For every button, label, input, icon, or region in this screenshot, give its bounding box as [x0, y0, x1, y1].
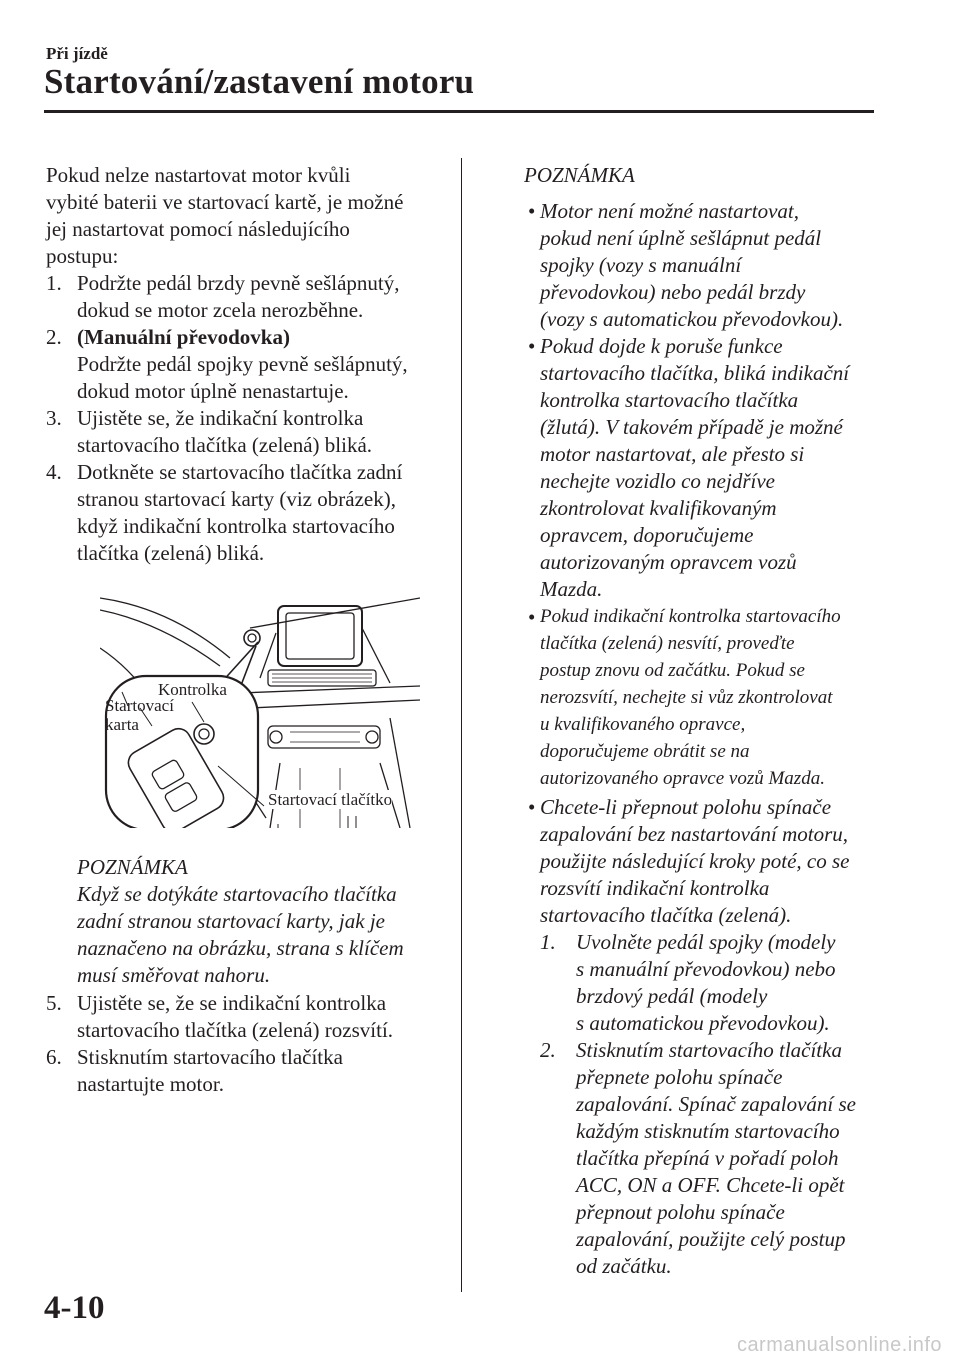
step-line: když indikační kontrolka startovacího	[77, 514, 395, 538]
note-line: Pokud dojde k poruše funkce	[540, 334, 783, 358]
note-line: (žlutá). V takovém případě je možné	[540, 415, 843, 439]
step-number: 1.	[46, 271, 62, 295]
page-title: Startování/zastavení motoru	[44, 62, 475, 101]
note-line: Chcete-li přepnout polohu spínače	[540, 795, 832, 819]
step-line: startovacího tlačítka (zelená) rozsvítí.	[77, 1018, 394, 1042]
note-line: (vozy s automatickou převodovkou).	[540, 307, 844, 331]
indicator-label: Kontrolka	[158, 680, 227, 699]
step-line: stranou startovací karty (viz obrázek),	[77, 487, 396, 511]
note-line: převodovkou) nebo pedál brzdy	[540, 280, 806, 304]
note-line: Když se dotýkáte startovacího tlačítka	[77, 882, 397, 906]
step-heading: (Manuální převodovka)	[77, 325, 290, 349]
step-line: Podržte pedál brzdy pevně sešlápnutý,	[77, 271, 400, 295]
note-line: startovacího tlačítka, bliká indikační	[540, 361, 850, 385]
bullet: •	[528, 199, 536, 223]
note-line: doporučujeme obrátit se na	[540, 741, 750, 762]
substep-line: přepnout polohu spínače	[576, 1200, 785, 1224]
button-label: Startovací tlačítko	[268, 790, 393, 809]
note-line: u kvalifikovaného opravce,	[540, 714, 746, 735]
step-number: 4.	[46, 460, 62, 484]
note-heading: POZNÁMKA	[77, 855, 188, 879]
note-line: zkontrolovat kvalifikovaným	[540, 496, 777, 520]
step-number: 3.	[46, 406, 62, 430]
step-number: 2.	[46, 325, 62, 349]
note-line: nechejte vozidlo co nejdříve	[540, 469, 775, 493]
intro-line: postupu:	[46, 244, 119, 268]
step-line: dokud se motor zcela nerozběhne.	[77, 298, 364, 322]
step-line: dokud motor úplně nenastartuje.	[77, 379, 349, 403]
step-line: startovacího tlačítka (zelená) bliká.	[77, 433, 373, 457]
note-heading: POZNÁMKA	[524, 163, 635, 187]
step-line: tlačítka (zelená) bliká.	[77, 541, 265, 565]
page-number: 4-10	[44, 1290, 105, 1326]
substep-line: každým stisknutím startovacího	[576, 1119, 840, 1143]
step-line: Ujistěte se, že se indikační kontrolka	[77, 991, 387, 1015]
note-line: tlačítka (zelená) nesvítí, proveďte	[540, 633, 795, 654]
step-line: Ujistěte se, že indikační kontrolka	[77, 406, 364, 430]
substep-line: s automatickou převodovkou).	[576, 1011, 830, 1035]
note-line: použijte následující kroky poté, co se	[540, 849, 850, 873]
note-line: opravcem, doporučujeme	[540, 523, 754, 547]
bullet: •	[528, 795, 536, 819]
note-line: Pokud indikační kontrolka startovacího	[540, 606, 841, 627]
note-line: postup znovu od začátku. Pokud se	[540, 660, 805, 681]
watermark: carmanualsonline.info	[736, 1334, 942, 1356]
step-number: 6.	[46, 1045, 62, 1069]
note-line: pokud není úplně sešlápnut pedál	[540, 226, 822, 250]
substep-line: od začátku.	[576, 1254, 672, 1278]
bullet: •	[528, 605, 536, 629]
substep-line: přepnete polohu spínače	[576, 1065, 783, 1089]
note-line: motor nastartovat, ale přesto si	[540, 442, 805, 466]
substep-line: zapalování. Spínač zapalování se	[576, 1092, 856, 1116]
intro-line: jej nastartovat pomocí následujícího	[46, 217, 350, 241]
substep-line: zapalování, použijte celý postup	[576, 1227, 846, 1251]
note-line: autorizovaným opravcem vozů	[540, 550, 797, 574]
intro-line: vybité baterii ve startovací kartě, je možné	[46, 190, 404, 214]
note-line: musí směřovat nahoru.	[77, 963, 271, 987]
bullet: •	[528, 334, 536, 358]
note-line: rozsvítí indikační kontrolka	[540, 876, 770, 900]
note-line: Mazda.	[540, 577, 603, 601]
substep-line: brzdový pedál (modely	[576, 984, 768, 1008]
note-line: startovacího tlačítka (zelená).	[540, 903, 792, 927]
intro-line: Pokud nelze nastartovat motor kvůli	[46, 163, 351, 187]
note-line: autorizovaného opravce vozů Mazda.	[540, 768, 825, 789]
title-rule	[44, 110, 874, 113]
substep-number: 2.	[540, 1038, 556, 1062]
note-line: spojky (vozy s manuální	[540, 253, 742, 277]
substep-line: ACC, ON a OFF. Chcete-li opět	[576, 1173, 845, 1197]
step-number: 5.	[46, 991, 62, 1015]
section-label: Při jízdě	[46, 44, 108, 63]
note-line: kontrolka startovacího tlačítka	[540, 388, 799, 412]
note-line: zapalování bez nastartování motoru,	[540, 822, 848, 846]
substep-line: Stisknutím startovacího tlačítka	[576, 1038, 842, 1062]
step-line: Podržte pedál spojky pevně sešlápnutý,	[77, 352, 408, 376]
substep-line: tlačítka přepíná v pořadí poloh	[576, 1146, 839, 1170]
column-divider	[461, 158, 462, 1292]
note-line: naznačeno na obrázku, strana s klíčem	[77, 936, 404, 960]
step-line: nastartujte motor.	[77, 1072, 224, 1096]
note-line: Motor není možné nastartovat,	[540, 199, 799, 223]
card-label: karta	[105, 715, 139, 734]
note-line: zadní stranou startovací karty, jak je	[77, 909, 385, 933]
substep-line: Uvolněte pedál spojky (modely	[576, 930, 836, 954]
note-line: nerozsvítí, nechejte si vůz zkontrolovat	[540, 687, 833, 708]
substep-line: s manuální převodovkou) nebo	[576, 957, 836, 981]
step-line: Dotkněte se startovacího tlačítka zadní	[77, 460, 403, 484]
dashboard-illustration	[100, 588, 420, 828]
step-line: Stisknutím startovacího tlačítka	[77, 1045, 343, 1069]
substep-number: 1.	[540, 930, 556, 954]
card-label: Startovací	[105, 696, 174, 715]
